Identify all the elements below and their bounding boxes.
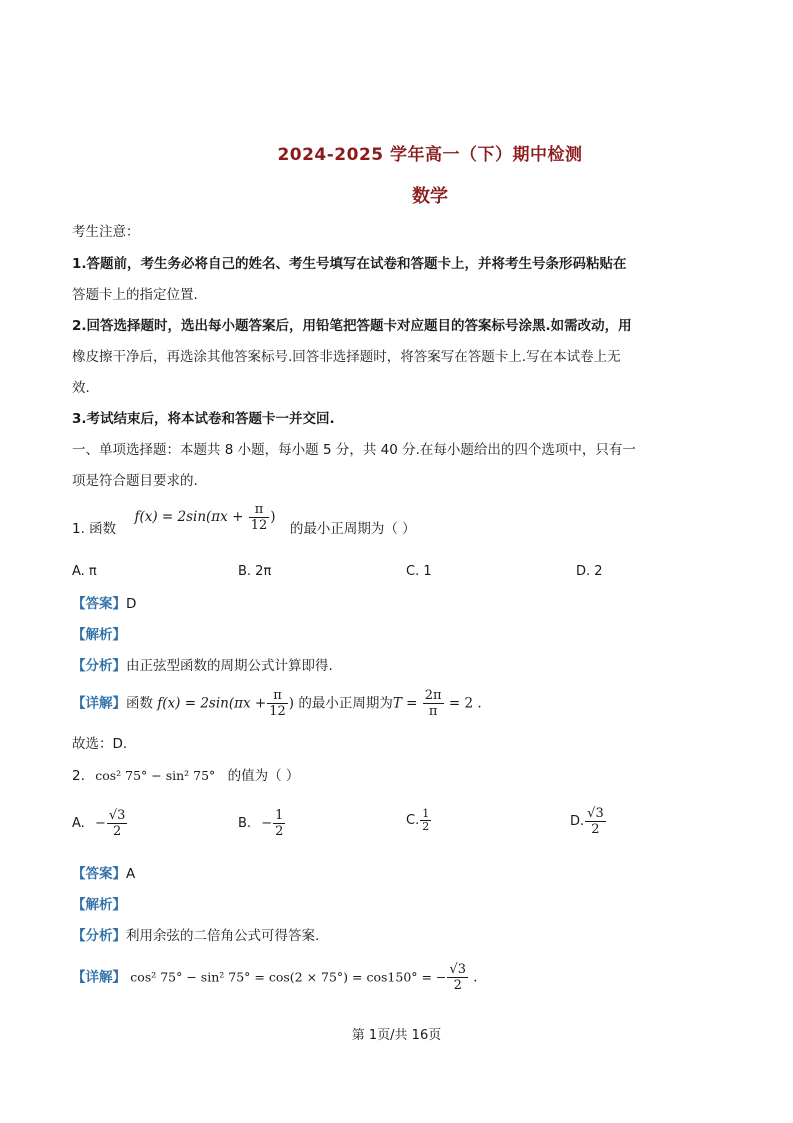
- fraction-denominator: 2: [275, 824, 284, 839]
- section-1-line-2: 项是符合题目要求的.: [72, 473, 198, 489]
- question-1-prefix: 1. 函数: [72, 521, 117, 537]
- q1-fenxi: [72, 656, 333, 676]
- option-fraction: [107, 808, 128, 839]
- fenxi-tag: 【分析】: [72, 928, 126, 944]
- fraction-numerator: 1: [422, 807, 430, 820]
- option-label: A.: [72, 816, 85, 831]
- question-1-suffix: 的最小正周期为（ ）: [289, 521, 416, 537]
- question-2-prefix: 2.: [72, 768, 85, 784]
- option-fraction: [273, 808, 285, 839]
- q1-option-a: A. π: [72, 564, 97, 579]
- fraction-numerator: 2π: [424, 688, 442, 703]
- notice-item-2-line-3: 效.: [72, 380, 90, 396]
- q1-option-b: B. 2π: [238, 564, 272, 579]
- q1-detail: 【详解】函数 f(x) = 2sin(πx + $\frac{\pi}{12}$ ) 的最小正周期为T = $\frac{2\pi}{\pi}$ = 2 .: [72, 688, 482, 719]
- detail-mid: 的最小正周期为: [298, 695, 393, 712]
- fraction-numerator: √3: [108, 808, 126, 823]
- notice-item-2-line-2: 橡皮擦干净后，再选涂其他答案标号.回答非选择题时，将答案写在答题卡上.写在本试卷上无: [72, 349, 621, 365]
- answer-value: A: [126, 866, 136, 882]
- question-1-func: f(x) = 2sin(πx +: [134, 509, 244, 525]
- q1-conclusion: 故选：D.: [72, 736, 128, 752]
- exam-subject: 数学: [412, 186, 448, 207]
- q2-analysis: [72, 895, 126, 915]
- q2-option-c: [406, 808, 432, 833]
- option-sign: −: [261, 816, 273, 831]
- fraction-denominator: 2: [112, 824, 122, 839]
- fraction-numerator: √3: [449, 962, 466, 977]
- answer-tag: 【答案】: [72, 596, 126, 612]
- question-2: [72, 766, 299, 786]
- option-label: C.: [406, 813, 420, 828]
- notice-item-1-line-2: 答题卡上的指定位置.: [72, 287, 198, 303]
- fraction-numerator: 1: [275, 808, 284, 823]
- question-1-formula: f(x) = 2sin(πx + $\frac{\pi}{12}$ ): [134, 501, 276, 533]
- q1-analysis: [72, 625, 126, 645]
- exam-title: 2024-2025 学年高一（下）期中检测: [277, 145, 583, 165]
- option-fraction: [420, 808, 431, 833]
- option-fraction: [585, 806, 606, 837]
- fraction-denominator: 12: [250, 517, 268, 533]
- detail-fraction: [447, 962, 468, 993]
- answer-tag: 【答案】: [72, 866, 126, 882]
- fenxi-tag: 【分析】: [72, 658, 126, 674]
- detail-T-fraction: [423, 688, 444, 719]
- page-footer: 第 1页/共 16页: [351, 1028, 442, 1043]
- detail-fraction: [267, 688, 288, 719]
- q1-option-c: C. 1: [406, 564, 432, 579]
- detail-func: f(x) = 2sin(πx +: [157, 695, 267, 712]
- fraction-numerator: π: [249, 502, 270, 518]
- option-label: D.: [570, 814, 585, 829]
- detail-T: T =: [392, 695, 418, 712]
- fraction-denominator: 2: [591, 822, 600, 837]
- fenxi-text: 利用余弦的二倍角公式可得答案.: [126, 928, 320, 944]
- detail-T-result: = 2: [448, 695, 474, 712]
- notice-item-3: 3.考试结束后，将本试卷和答题卡一并交回.: [72, 411, 335, 427]
- q2-answer: [72, 864, 135, 884]
- q1-option-d: D. 2: [576, 564, 603, 579]
- fraction-denominator: 2: [422, 820, 430, 833]
- fraction-numerator: π: [267, 688, 288, 704]
- question-1-fraction: [249, 502, 270, 533]
- detail-prefix: 函数: [126, 695, 153, 712]
- notice-heading: 考生注意：: [72, 224, 140, 240]
- q2-detail: 【详解】 cos² 75° − sin² 75° = cos(2 × 75°) = cos150° = − $\frac{√3}{2}$ .: [72, 962, 478, 993]
- question-2-expr: cos² 75° − sin² 75°: [95, 768, 216, 783]
- fraction-denominator: 12: [269, 704, 286, 719]
- analysis-tag: 【解析】: [72, 897, 126, 913]
- notice-item-1-line-1: 1.答题前，考生务必将自己的姓名、考生号填写在试卷和答题卡上，并将考生号条形码粘贴在: [72, 256, 627, 272]
- notice-item-2-line-1: 2.回答选择题时，选出每小题答案后，用铅笔把答题卡对应题目的答案标号涂黑.如需改动，用: [72, 318, 632, 334]
- section-1-line-1: 一、单项选择题：本题共 8 小题，每小题 5 分，共 40 分.在每小题给出的四个选项中，只有一: [72, 442, 636, 458]
- q1-answer: [72, 594, 136, 614]
- detail-expr: cos² 75° − sin² 75° = cos(2 × 75°) = cos150° = −: [130, 969, 447, 985]
- question-1: [72, 501, 416, 546]
- q2-fenxi: [72, 926, 319, 946]
- option-label: B.: [238, 816, 252, 831]
- q2-option-a: [72, 808, 128, 839]
- question-2-suffix: 的值为（ ）: [227, 768, 300, 784]
- fraction-denominator: 2: [453, 978, 462, 993]
- q2-option-b: [238, 808, 286, 839]
- fraction-numerator: √3: [587, 806, 604, 821]
- answer-value: D: [126, 596, 137, 612]
- detail-tag: 【详解】: [72, 969, 126, 986]
- option-sign: −: [94, 816, 106, 831]
- fraction-denominator: π: [428, 704, 438, 719]
- detail-tag: 【详解】: [72, 695, 126, 712]
- q2-option-d: [570, 806, 607, 837]
- analysis-tag: 【解析】: [72, 627, 126, 643]
- fenxi-text: 由正弦型函数的周期公式计算即得.: [126, 658, 333, 674]
